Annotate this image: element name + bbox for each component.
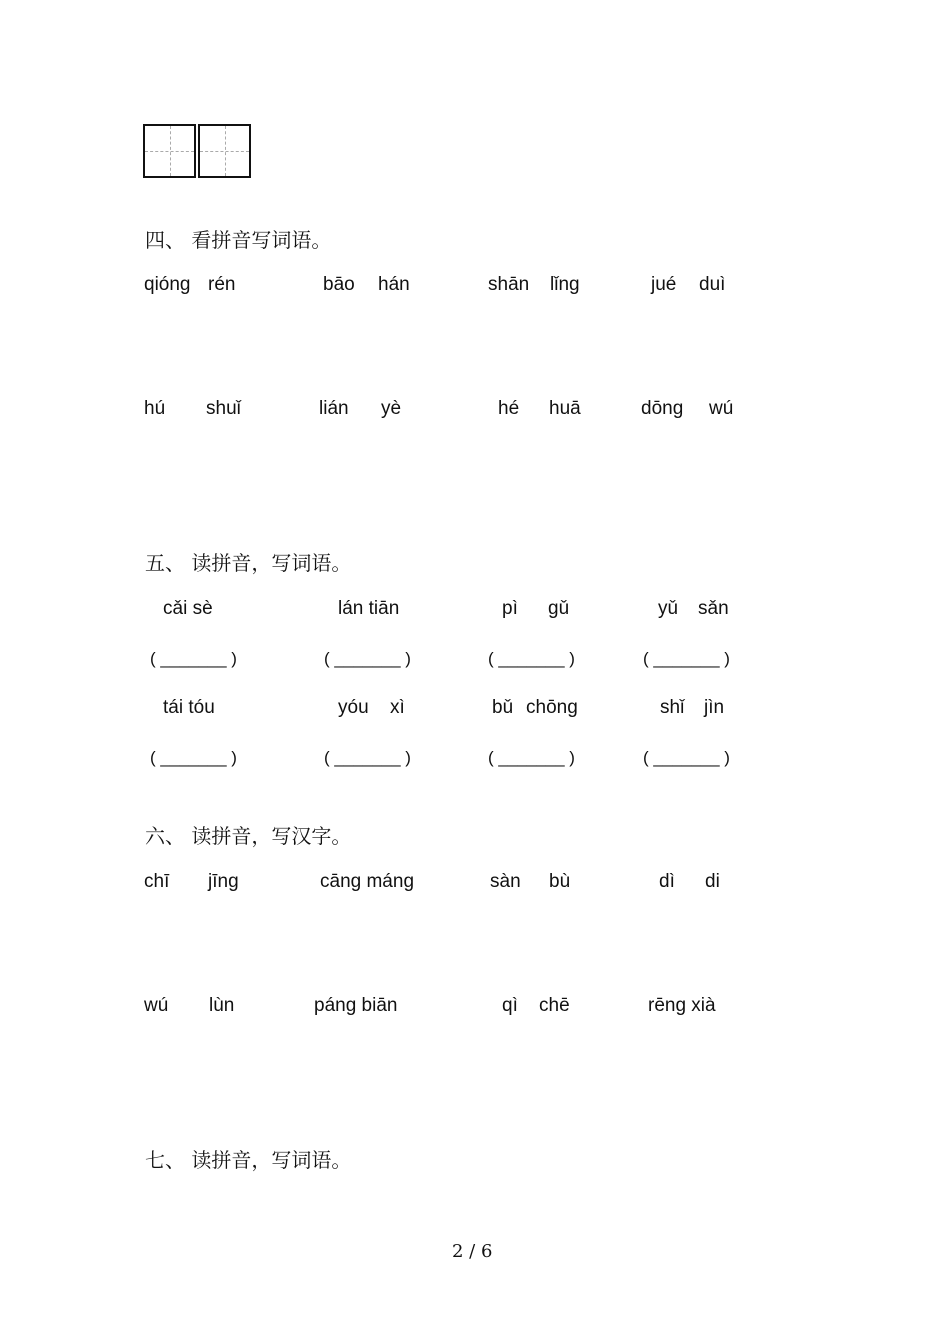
pinyin: xì (390, 697, 405, 718)
pinyin: hú (144, 398, 166, 419)
pinyin: pì (502, 598, 518, 619)
pinyin: qióng (144, 274, 191, 295)
pinyin: jīng (208, 871, 239, 892)
section-6-title: 六、 读拼音，写汉字。 (145, 824, 352, 848)
pinyin: lǐng (550, 274, 580, 295)
pinyin: gǔ (548, 598, 570, 619)
pinyin: dì (659, 871, 675, 892)
pinyin: chōng (526, 697, 578, 718)
pinyin: shān (488, 274, 530, 295)
pinyin: wú (709, 398, 734, 419)
section-5-title: 五、 读拼音，写词语。 (145, 551, 352, 575)
pinyin: shuǐ (206, 398, 241, 419)
pinyin: sàn (490, 871, 521, 892)
pinyin: chī (144, 871, 170, 892)
pinyin: lián (319, 398, 349, 419)
pinyin: qì (502, 995, 518, 1016)
pinyin: huā (549, 398, 581, 419)
pinyin: jué (651, 274, 677, 295)
pinyin: sǎn (698, 598, 729, 619)
pinyin: rēng xià (648, 995, 716, 1016)
pinyin: duì (699, 274, 726, 295)
pinyin: jìn (704, 697, 725, 718)
pinyin: cǎi sè (163, 598, 213, 619)
pinyin: yǔ (658, 598, 679, 619)
pinyin: bǔ (492, 697, 514, 718)
answer-blank[interactable]: ( _______ ) (643, 748, 730, 767)
pinyin: lán tiān (338, 598, 400, 619)
pinyin: cāng máng (320, 871, 415, 892)
pinyin: wú (144, 995, 169, 1016)
pinyin: bāo (323, 274, 355, 295)
answer-blank[interactable]: ( _______ ) (488, 649, 575, 668)
pinyin: di (705, 871, 720, 892)
pinyin: hán (378, 274, 410, 295)
pinyin: shǐ (660, 697, 685, 718)
pinyin: páng biān (314, 995, 398, 1016)
writing-grid-box-1 (143, 124, 196, 178)
pinyin: chē (539, 995, 570, 1016)
section-7-title: 七、 读拼音，写词语。 (145, 1148, 352, 1172)
page-number: 2 / 6 (452, 1241, 493, 1262)
answer-blank[interactable]: ( _______ ) (324, 748, 411, 767)
pinyin: yóu (338, 697, 369, 718)
section-4-title: 四、 看拼音写词语。 (145, 228, 332, 252)
answer-blank[interactable]: ( _______ ) (488, 748, 575, 767)
answer-blank[interactable]: ( _______ ) (324, 649, 411, 668)
writing-grid-box-2 (198, 124, 251, 178)
pinyin: lùn (209, 995, 235, 1016)
answer-blank[interactable]: ( _______ ) (150, 649, 237, 668)
pinyin: tái tóu (163, 697, 215, 718)
pinyin: rén (208, 274, 236, 295)
pinyin: dōng (641, 398, 684, 419)
answer-blank[interactable]: ( _______ ) (150, 748, 237, 767)
pinyin: hé (498, 398, 520, 419)
pinyin: bù (549, 871, 571, 892)
pinyin: yè (381, 398, 402, 419)
answer-blank[interactable]: ( _______ ) (643, 649, 730, 668)
